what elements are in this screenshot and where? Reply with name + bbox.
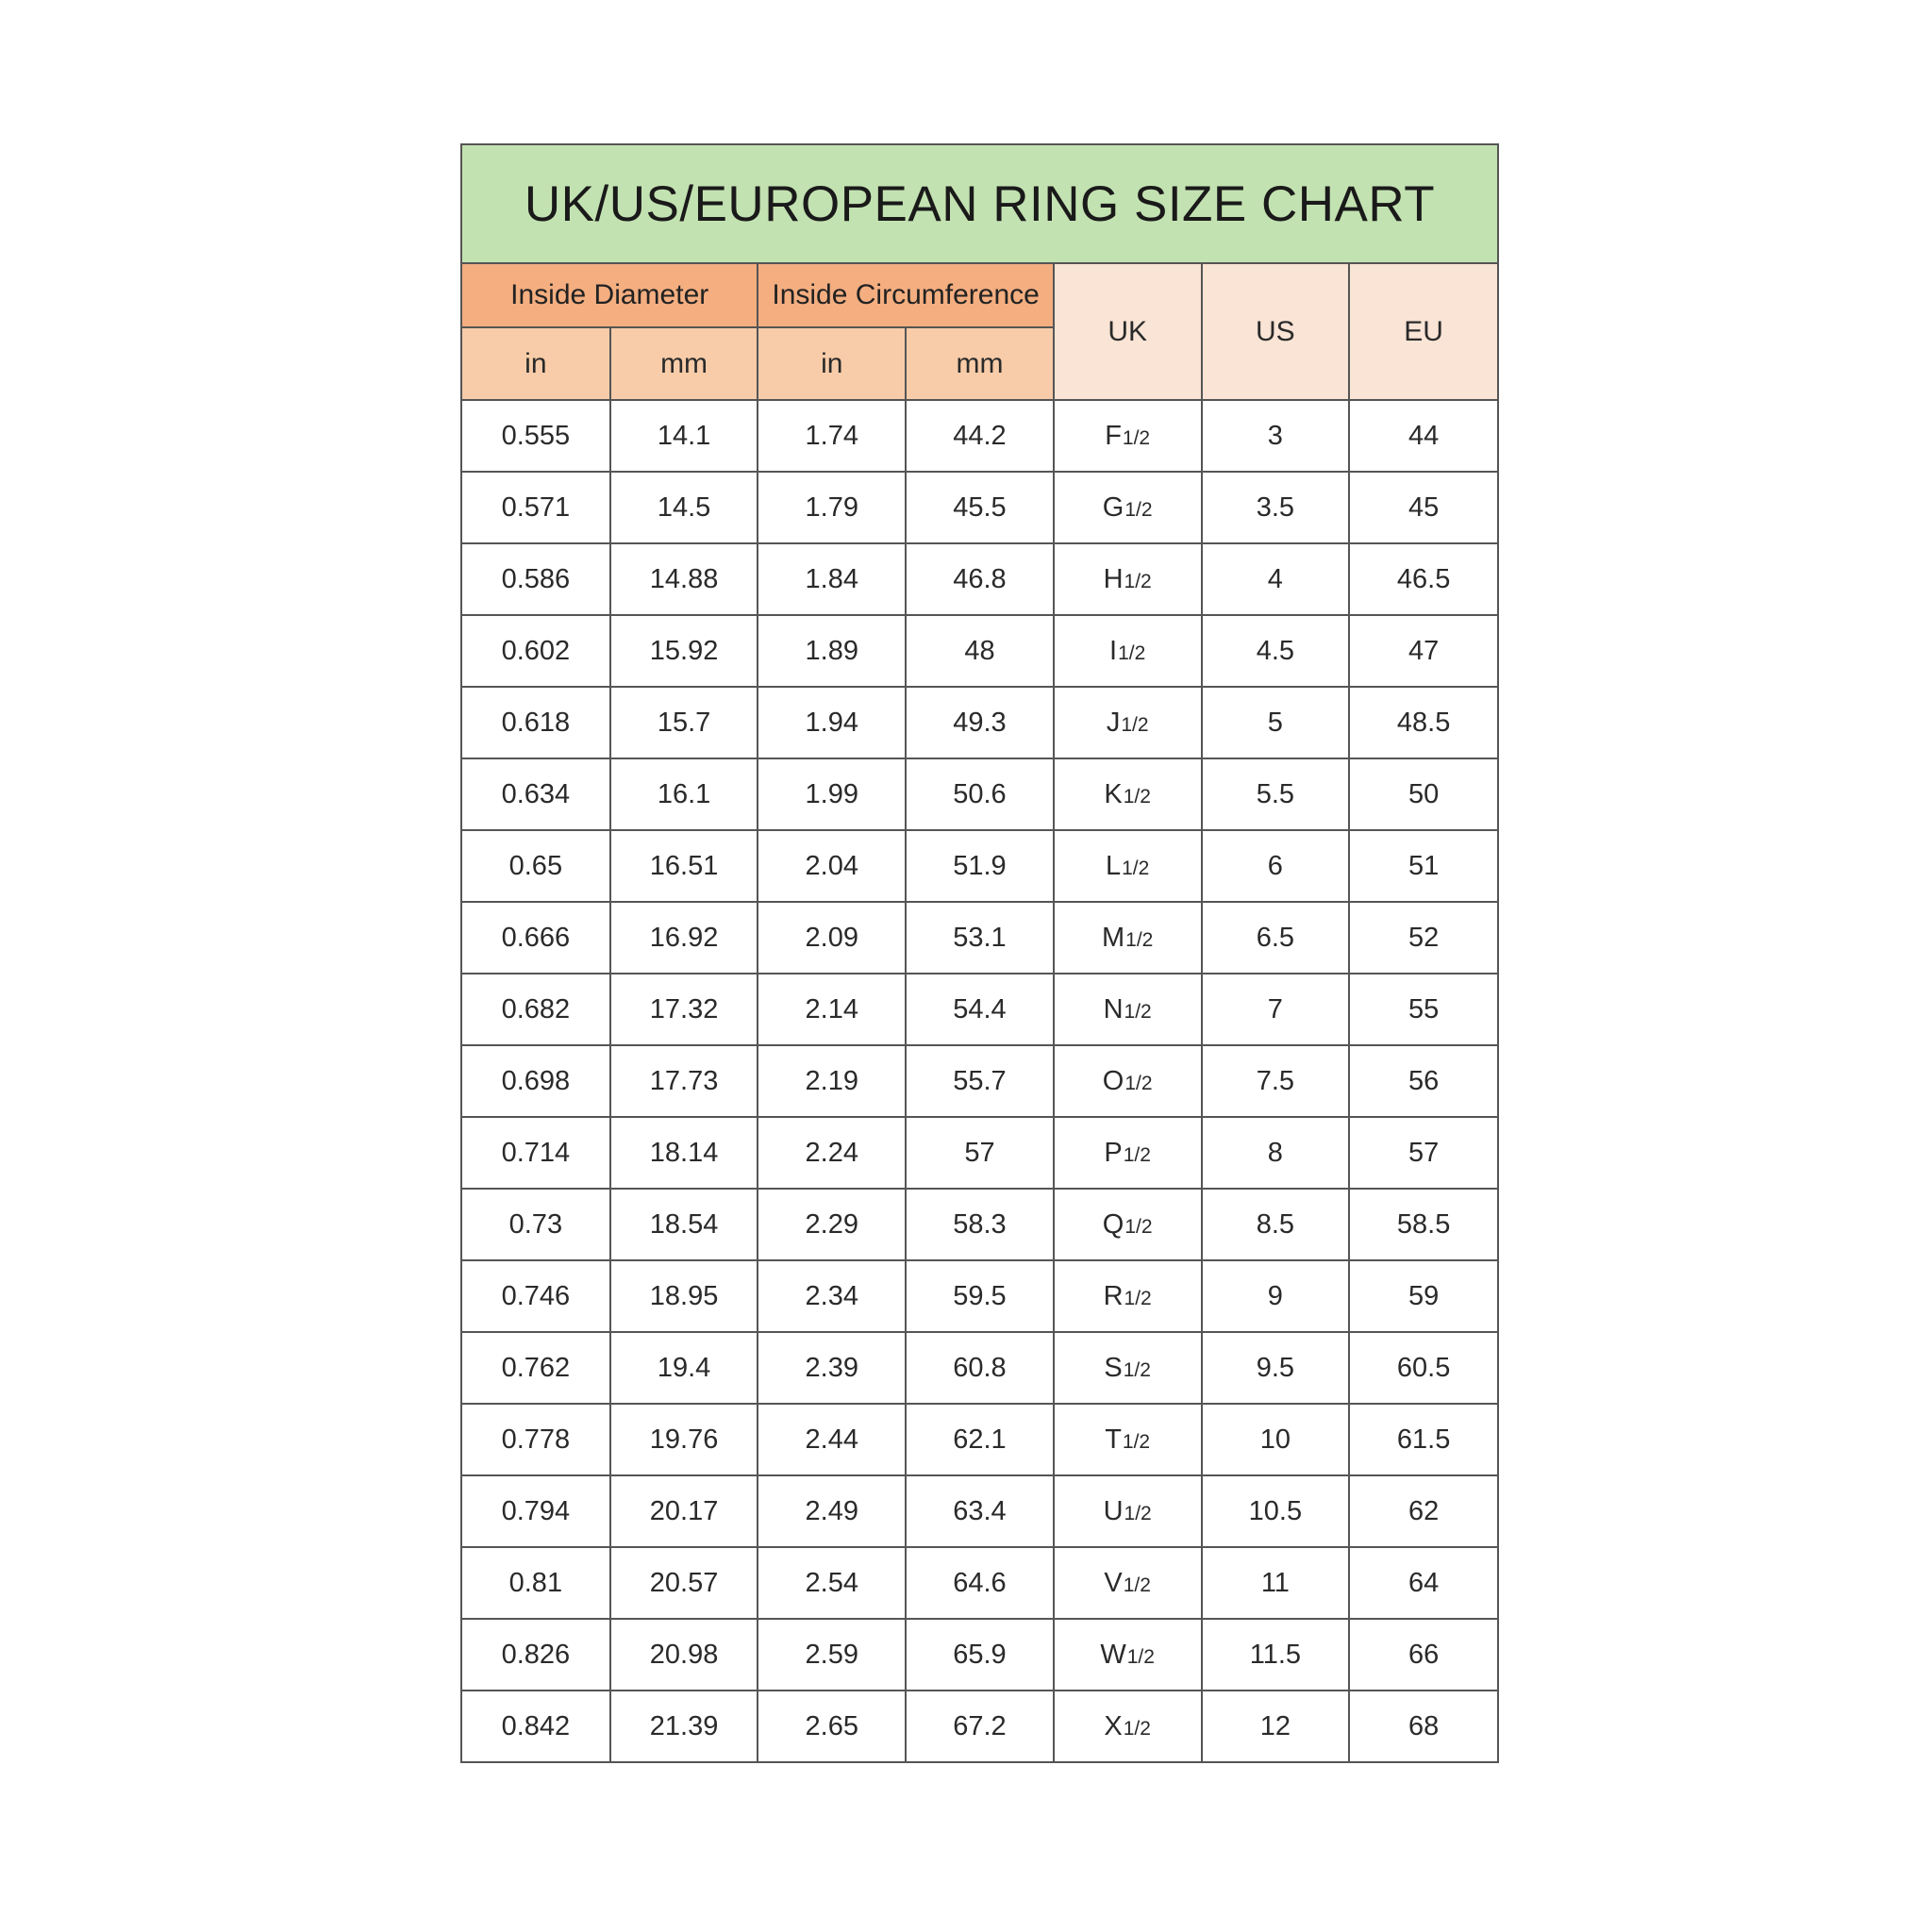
uk-size-half: 1/2 (1118, 641, 1146, 664)
uk-size-cell (1054, 1045, 1202, 1117)
circumference-in-cell: 1.89 (758, 615, 906, 687)
uk-size-letter: M (1101, 922, 1125, 953)
diameter-mm-cell: 14.88 (610, 543, 758, 615)
circumference-in-cell: 2.09 (758, 902, 906, 974)
uk-size-letter: V (1104, 1567, 1123, 1598)
us-size-cell: 7 (1202, 974, 1350, 1045)
circumference-mm-cell: 65.9 (906, 1619, 1054, 1690)
diameter-in-cell: 0.746 (462, 1260, 610, 1332)
diameter-mm-cell: 21.39 (610, 1690, 758, 1761)
eu-size-cell: 55 (1349, 974, 1497, 1045)
us-size-cell: 7.5 (1202, 1045, 1350, 1117)
circumference-in-cell: 2.54 (758, 1547, 906, 1619)
uk-size-half: 1/2 (1124, 1502, 1152, 1524)
uk-size-half: 1/2 (1125, 928, 1154, 951)
circumference-mm-cell: 58.3 (906, 1189, 1054, 1260)
diameter-mm-cell: 15.92 (610, 615, 758, 687)
diameter-mm-cell: 17.32 (610, 974, 758, 1045)
uk-size-letter: S (1104, 1352, 1123, 1383)
diameter-in-cell: 0.81 (462, 1547, 610, 1619)
eu-size-cell: 56 (1349, 1045, 1497, 1117)
us-size-cell: 12 (1202, 1690, 1350, 1761)
circumference-in-cell: 2.39 (758, 1332, 906, 1404)
eu-size-cell: 47 (1349, 615, 1497, 687)
uk-header: UK (1054, 264, 1202, 400)
us-size-cell: 9.5 (1202, 1332, 1350, 1404)
uk-size-cell (1054, 1690, 1202, 1761)
eu-size-cell: 66 (1349, 1619, 1497, 1690)
uk-size-letter: U (1103, 1495, 1124, 1526)
uk-size-half: 1/2 (1123, 1143, 1151, 1166)
inside-circumference-header: Inside Circumference (758, 264, 1053, 327)
circumference-mm-cell: 46.8 (906, 543, 1054, 615)
eu-size-cell: 46.5 (1349, 543, 1497, 615)
uk-size-letter: K (1104, 778, 1123, 809)
eu-size-cell: 64 (1349, 1547, 1497, 1619)
table-row (462, 400, 1497, 472)
diameter-in-cell: 0.602 (462, 615, 610, 687)
diameter-in-cell: 0.666 (462, 902, 610, 974)
table-row (462, 1619, 1497, 1690)
uk-size-half: 1/2 (1124, 1215, 1153, 1238)
uk-size-cell (1054, 615, 1202, 687)
circumference-in-cell: 2.49 (758, 1475, 906, 1547)
us-size-cell: 5.5 (1202, 758, 1350, 830)
circumference-in-cell: 1.74 (758, 400, 906, 472)
circumference-mm-cell: 63.4 (906, 1475, 1054, 1547)
us-size-cell: 11.5 (1202, 1619, 1350, 1690)
uk-size-cell (1054, 1260, 1202, 1332)
us-size-cell: 8 (1202, 1117, 1350, 1189)
table-row (462, 1260, 1497, 1332)
uk-size-cell (1054, 758, 1202, 830)
table-row (462, 1045, 1497, 1117)
us-size-cell: 4.5 (1202, 615, 1350, 687)
eu-header: EU (1349, 264, 1497, 400)
table-row (462, 1404, 1497, 1475)
uk-size-half: 1/2 (1123, 1717, 1151, 1740)
ring-size-table (462, 264, 1497, 1761)
circumference-in-cell: 2.59 (758, 1619, 906, 1690)
diameter-in-cell: 0.73 (462, 1189, 610, 1260)
diameter-in-header: in (462, 327, 610, 400)
diameter-in-cell: 0.826 (462, 1619, 610, 1690)
diameter-in-cell: 0.842 (462, 1690, 610, 1761)
uk-size-letter: P (1104, 1137, 1123, 1168)
table-row (462, 1189, 1497, 1260)
table-row (462, 1117, 1497, 1189)
circumference-in-cell: 2.04 (758, 830, 906, 902)
circumference-in-cell: 2.19 (758, 1045, 906, 1117)
table-body (462, 400, 1497, 1761)
diameter-in-cell: 0.682 (462, 974, 610, 1045)
circumference-in-header: in (758, 327, 906, 400)
circumference-in-cell: 1.79 (758, 472, 906, 543)
eu-size-cell: 57 (1349, 1117, 1497, 1189)
table-row (462, 1332, 1497, 1404)
ring-size-chart (460, 143, 1499, 1763)
eu-size-cell: 62 (1349, 1475, 1497, 1547)
uk-size-cell (1054, 1547, 1202, 1619)
table-row (462, 472, 1497, 543)
table-row (462, 1475, 1497, 1547)
uk-size-letter: Q (1102, 1208, 1124, 1240)
eu-size-cell: 44 (1349, 400, 1497, 472)
uk-size-cell (1054, 400, 1202, 472)
circumference-in-cell: 2.65 (758, 1690, 906, 1761)
eu-size-cell: 59 (1349, 1260, 1497, 1332)
diameter-mm-cell: 14.5 (610, 472, 758, 543)
circumference-mm-cell: 59.5 (906, 1260, 1054, 1332)
diameter-mm-cell: 20.17 (610, 1475, 758, 1547)
circumference-in-cell: 1.84 (758, 543, 906, 615)
circumference-in-cell: 2.29 (758, 1189, 906, 1260)
diameter-in-cell: 0.794 (462, 1475, 610, 1547)
circumference-mm-header: mm (906, 327, 1054, 400)
diameter-in-cell: 0.634 (462, 758, 610, 830)
uk-size-half: 1/2 (1122, 857, 1150, 879)
uk-size-letter: I (1109, 635, 1118, 666)
diameter-mm-cell: 16.1 (610, 758, 758, 830)
uk-size-cell (1054, 1332, 1202, 1404)
eu-size-cell: 48.5 (1349, 687, 1497, 758)
diameter-mm-cell: 15.7 (610, 687, 758, 758)
eu-size-cell: 50 (1349, 758, 1497, 830)
table-row (462, 902, 1497, 974)
circumference-mm-cell: 54.4 (906, 974, 1054, 1045)
us-size-cell: 11 (1202, 1547, 1350, 1619)
table-row (462, 1547, 1497, 1619)
circumference-mm-cell: 57 (906, 1117, 1054, 1189)
uk-size-letter: O (1102, 1065, 1124, 1096)
uk-size-cell (1054, 974, 1202, 1045)
uk-size-cell (1054, 687, 1202, 758)
uk-size-half: 1/2 (1124, 1000, 1152, 1023)
uk-size-letter: G (1102, 491, 1124, 523)
diameter-mm-cell: 18.95 (610, 1260, 758, 1332)
uk-size-half: 1/2 (1126, 1645, 1155, 1668)
uk-size-letter: T (1105, 1424, 1122, 1455)
us-size-cell: 8.5 (1202, 1189, 1350, 1260)
us-size-cell: 10 (1202, 1404, 1350, 1475)
circumference-mm-cell: 55.7 (906, 1045, 1054, 1117)
diameter-mm-cell: 16.51 (610, 830, 758, 902)
us-header: US (1202, 264, 1350, 400)
diameter-in-cell: 0.714 (462, 1117, 610, 1189)
uk-size-half: 1/2 (1124, 1287, 1152, 1309)
diameter-mm-cell: 19.4 (610, 1332, 758, 1404)
diameter-mm-cell: 20.98 (610, 1619, 758, 1690)
uk-size-half: 1/2 (1124, 570, 1152, 592)
uk-size-cell (1054, 1475, 1202, 1547)
eu-size-cell: 52 (1349, 902, 1497, 974)
diameter-mm-header: mm (610, 327, 758, 400)
diameter-in-cell: 0.65 (462, 830, 610, 902)
diameter-mm-cell: 16.92 (610, 902, 758, 974)
uk-size-cell (1054, 1619, 1202, 1690)
uk-size-letter: F (1105, 420, 1122, 451)
uk-size-half: 1/2 (1123, 785, 1151, 808)
circumference-in-cell: 2.34 (758, 1260, 906, 1332)
uk-size-cell (1054, 830, 1202, 902)
uk-size-half: 1/2 (1122, 1430, 1151, 1453)
inside-diameter-header: Inside Diameter (462, 264, 758, 327)
uk-size-cell (1054, 902, 1202, 974)
circumference-mm-cell: 53.1 (906, 902, 1054, 974)
us-size-cell: 6 (1202, 830, 1350, 902)
uk-size-letter: J (1106, 707, 1121, 738)
circumference-mm-cell: 49.3 (906, 687, 1054, 758)
circumference-mm-cell: 44.2 (906, 400, 1054, 472)
diameter-in-cell: 0.555 (462, 400, 610, 472)
circumference-mm-cell: 62.1 (906, 1404, 1054, 1475)
circumference-mm-cell: 45.5 (906, 472, 1054, 543)
uk-size-letter: L (1105, 850, 1122, 881)
uk-size-half: 1/2 (1124, 1072, 1153, 1094)
table-row (462, 1690, 1497, 1761)
us-size-cell: 6.5 (1202, 902, 1350, 974)
uk-size-half: 1/2 (1122, 426, 1151, 449)
circumference-mm-cell: 51.9 (906, 830, 1054, 902)
us-size-cell: 3 (1202, 400, 1350, 472)
diameter-mm-cell: 18.54 (610, 1189, 758, 1260)
diameter-mm-cell: 14.1 (610, 400, 758, 472)
circumference-in-cell: 2.24 (758, 1117, 906, 1189)
uk-size-half: 1/2 (1123, 1574, 1151, 1596)
diameter-mm-cell: 20.57 (610, 1547, 758, 1619)
circumference-in-cell: 2.44 (758, 1404, 906, 1475)
uk-size-cell (1054, 1189, 1202, 1260)
uk-size-letter: W (1100, 1639, 1126, 1670)
diameter-in-cell: 0.778 (462, 1404, 610, 1475)
circumference-in-cell: 1.99 (758, 758, 906, 830)
table-row (462, 830, 1497, 902)
diameter-in-cell: 0.618 (462, 687, 610, 758)
table-row (462, 615, 1497, 687)
diameter-in-cell: 0.698 (462, 1045, 610, 1117)
circumference-mm-cell: 67.2 (906, 1690, 1054, 1761)
uk-size-letter: R (1103, 1280, 1124, 1311)
uk-size-letter: X (1104, 1710, 1123, 1741)
uk-size-half: 1/2 (1123, 1358, 1151, 1381)
circumference-mm-cell: 60.8 (906, 1332, 1054, 1404)
us-size-cell: 9 (1202, 1260, 1350, 1332)
diameter-mm-cell: 17.73 (610, 1045, 758, 1117)
eu-size-cell: 60.5 (1349, 1332, 1497, 1404)
table-row (462, 974, 1497, 1045)
uk-size-letter: H (1103, 563, 1124, 594)
eu-size-cell: 58.5 (1349, 1189, 1497, 1260)
diameter-in-cell: 0.586 (462, 543, 610, 615)
table-row (462, 758, 1497, 830)
diameter-mm-cell: 18.14 (610, 1117, 758, 1189)
diameter-in-cell: 0.571 (462, 472, 610, 543)
circumference-in-cell: 1.94 (758, 687, 906, 758)
diameter-mm-cell: 19.76 (610, 1404, 758, 1475)
us-size-cell: 5 (1202, 687, 1350, 758)
uk-size-half: 1/2 (1121, 713, 1149, 736)
us-size-cell: 4 (1202, 543, 1350, 615)
table-row (462, 543, 1497, 615)
circumference-mm-cell: 64.6 (906, 1547, 1054, 1619)
uk-size-letter: N (1103, 993, 1124, 1024)
circumference-mm-cell: 48 (906, 615, 1054, 687)
uk-size-cell (1054, 472, 1202, 543)
uk-size-cell (1054, 543, 1202, 615)
uk-size-cell (1054, 1117, 1202, 1189)
uk-size-half: 1/2 (1124, 498, 1153, 521)
eu-size-cell: 61.5 (1349, 1404, 1497, 1475)
eu-size-cell: 51 (1349, 830, 1497, 902)
table-row (462, 687, 1497, 758)
circumference-mm-cell: 50.6 (906, 758, 1054, 830)
diameter-in-cell: 0.762 (462, 1332, 610, 1404)
eu-size-cell: 45 (1349, 472, 1497, 543)
us-size-cell: 10.5 (1202, 1475, 1350, 1547)
uk-size-cell (1054, 1404, 1202, 1475)
us-size-cell: 3.5 (1202, 472, 1350, 543)
circumference-in-cell: 2.14 (758, 974, 906, 1045)
eu-size-cell: 68 (1349, 1690, 1497, 1761)
chart-title: UK/US/EUROPEAN RING SIZE CHART (462, 145, 1497, 264)
